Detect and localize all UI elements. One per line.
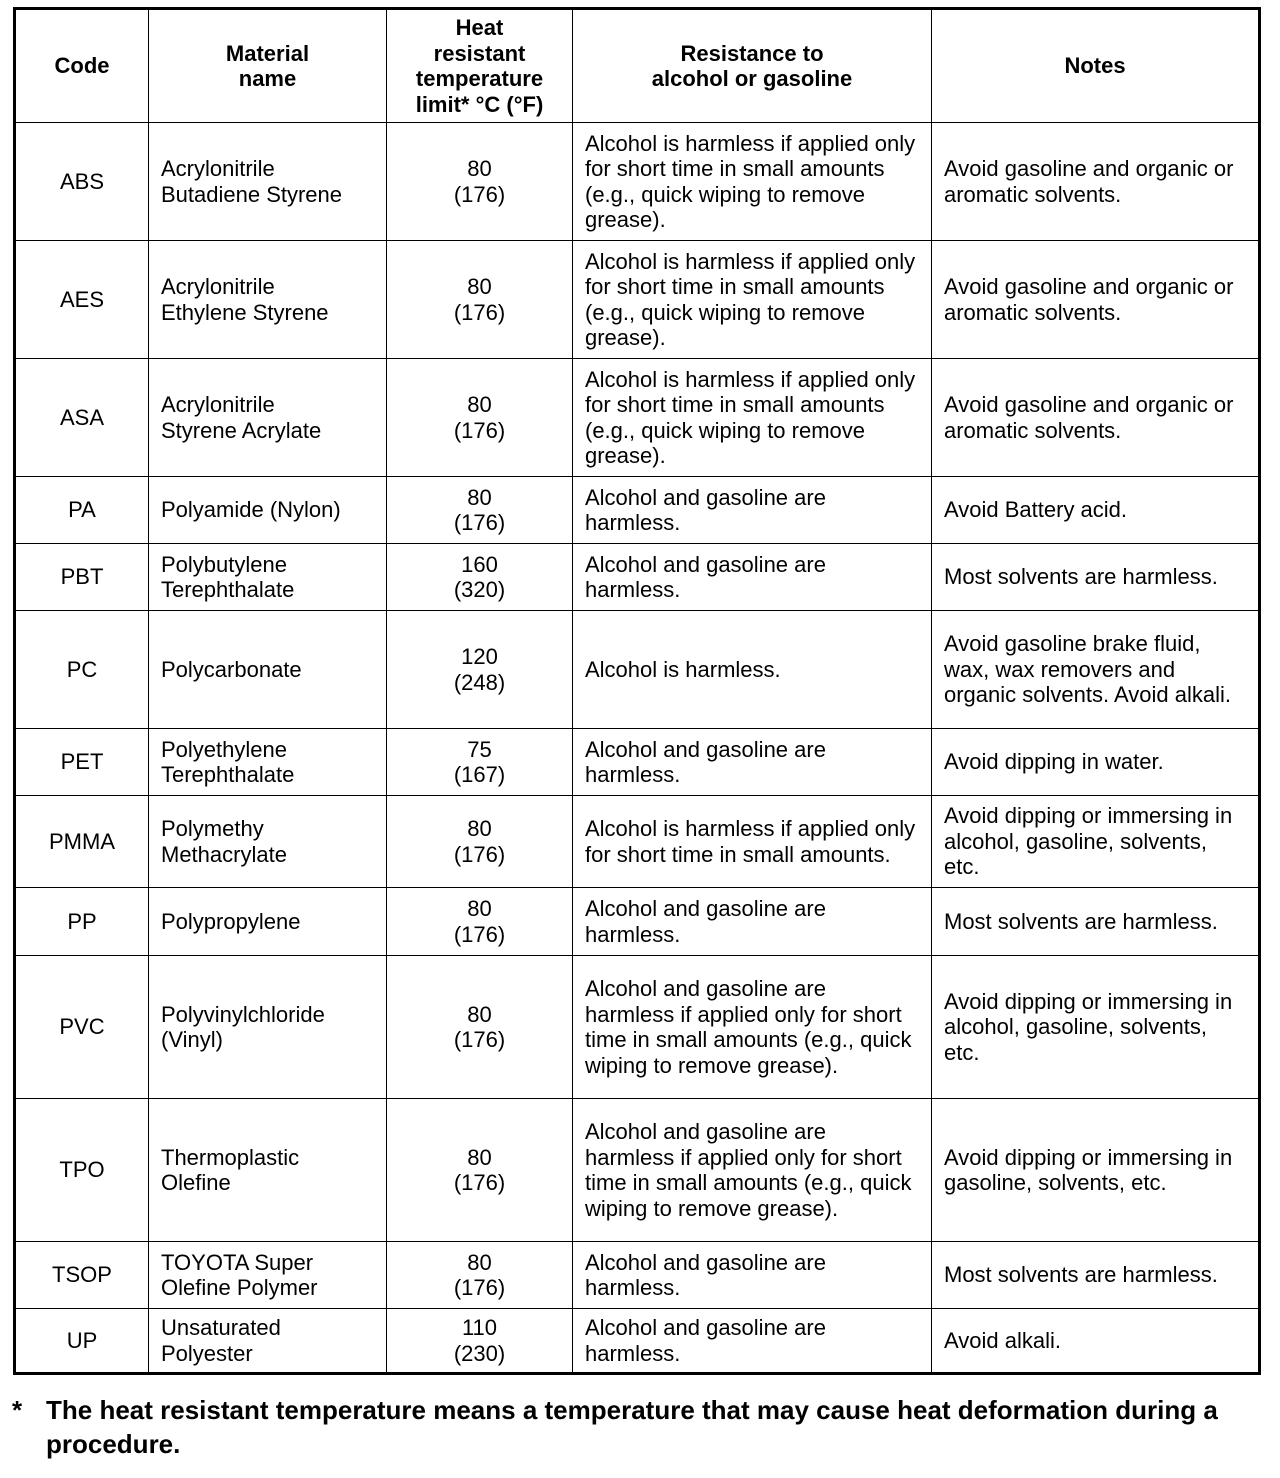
material-name-cell: Polyvinylchloride (Vinyl) [149, 956, 387, 1099]
temperature-cell: 80 (176) [387, 956, 573, 1099]
table-row [15, 956, 1260, 1099]
temperature-cell: 80 (176) [387, 888, 573, 956]
header-resistance: Resistance to alcohol or gasoline [573, 9, 932, 123]
notes-cell: Avoid alkali. [932, 1309, 1260, 1374]
notes-cell: Avoid dipping in water. [932, 729, 1260, 796]
code-cell: PBT [15, 544, 149, 611]
temperature-cell: 80 (176) [387, 477, 573, 544]
temperature-cell: 80 (176) [387, 359, 573, 477]
footnote [12, 1393, 1268, 1461]
notes-cell: Avoid gasoline and organic or aromatic solvents. [932, 241, 1260, 359]
material-name-cell: Thermoplastic Olefine [149, 1099, 387, 1242]
table-row [15, 1309, 1260, 1374]
temperature-cell: 80 (176) [387, 796, 573, 888]
temperature-cell: 80 (176) [387, 1242, 573, 1309]
material-name-cell: Acrylonitrile Styrene Acrylate [149, 359, 387, 477]
resistance-cell: Alcohol is harmless if applied only for short time in small amounts (e.g., quick wiping to remove grease). [573, 123, 932, 241]
resistance-cell: Alcohol is harmless. [573, 611, 932, 729]
material-name-cell: TOYOTA Super Olefine Polymer [149, 1242, 387, 1309]
code-cell: PC [15, 611, 149, 729]
material-name-cell: Polyamide (Nylon) [149, 477, 387, 544]
material-name-cell: Polyethylene Terephthalate [149, 729, 387, 796]
table-row [15, 611, 1260, 729]
notes-cell: Avoid gasoline and organic or aromatic solvents. [932, 123, 1260, 241]
material-name-cell: Polybutylene Terephthalate [149, 544, 387, 611]
notes-cell: Avoid dipping or immersing in alcohol, gasoline, solvents, etc. [932, 956, 1260, 1099]
material-name-cell: Unsaturated Polyester [149, 1309, 387, 1374]
code-cell: AES [15, 241, 149, 359]
material-name-cell: Polymethy Methacrylate [149, 796, 387, 888]
code-cell: UP [15, 1309, 149, 1374]
resistance-cell: Alcohol and gasoline are harmless. [573, 1309, 932, 1374]
code-cell: PA [15, 477, 149, 544]
notes-cell: Avoid dipping or immersing in alcohol, gasoline, solvents, etc. [932, 796, 1260, 888]
temperature-cell: 120 (248) [387, 611, 573, 729]
material-name-cell: Acrylonitrile Butadiene Styrene [149, 123, 387, 241]
footnote-marker: * [12, 1395, 23, 1425]
notes-cell: Avoid Battery acid. [932, 477, 1260, 544]
temperature-cell: 110 (230) [387, 1309, 573, 1374]
resistance-cell: Alcohol and gasoline are harmless if applied only for short time in small amounts (e.g., quick wiping to remove grease). [573, 1099, 932, 1242]
table-row [15, 796, 1260, 888]
code-cell: ABS [15, 123, 149, 241]
resistance-cell: Alcohol and gasoline are harmless. [573, 544, 932, 611]
temperature-cell: 160 (320) [387, 544, 573, 611]
resistance-cell: Alcohol is harmless if applied only for short time in small amounts (e.g., quick wiping to remove grease). [573, 241, 932, 359]
table-row [15, 477, 1260, 544]
material-name-cell: Polycarbonate [149, 611, 387, 729]
resistance-cell: Alcohol and gasoline are harmless. [573, 888, 932, 956]
temperature-cell: 75 (167) [387, 729, 573, 796]
materials-table [13, 7, 1261, 1375]
notes-cell: Avoid gasoline brake fluid, wax, wax removers and organic solvents. Avoid alkali. [932, 611, 1260, 729]
table-row [15, 729, 1260, 796]
notes-cell: Most solvents are harmless. [932, 888, 1260, 956]
code-cell: PVC [15, 956, 149, 1099]
table-row [15, 888, 1260, 956]
table-row [15, 359, 1260, 477]
temperature-cell: 80 (176) [387, 241, 573, 359]
resistance-cell: Alcohol and gasoline are harmless. [573, 1242, 932, 1309]
material-name-cell: Polypropylene [149, 888, 387, 956]
resistance-cell: Alcohol and gasoline are harmless. [573, 477, 932, 544]
notes-cell: Most solvents are harmless. [932, 544, 1260, 611]
material-name-cell: Acrylonitrile Ethylene Styrene [149, 241, 387, 359]
header-notes: Notes [932, 9, 1260, 123]
header-heat-temperature: Heat resistant temperature limit* °C (°F) [387, 9, 573, 123]
code-cell: ASA [15, 359, 149, 477]
code-cell: PET [15, 729, 149, 796]
header-code: Code [15, 9, 149, 123]
header-material-name: Material name [149, 9, 387, 123]
table-row [15, 241, 1260, 359]
table-row [15, 123, 1260, 241]
notes-cell: Most solvents are harmless. [932, 1242, 1260, 1309]
temperature-cell: 80 (176) [387, 1099, 573, 1242]
notes-cell: Avoid gasoline and organic or aromatic solvents. [932, 359, 1260, 477]
temperature-cell: 80 (176) [387, 123, 573, 241]
code-cell: PMMA [15, 796, 149, 888]
footnote-text: The heat resistant temperature means a temperature that may cause heat deformation during a procedure. [46, 1395, 1218, 1459]
code-cell: TSOP [15, 1242, 149, 1309]
header-row [15, 9, 1260, 123]
table-row [15, 1242, 1260, 1309]
notes-cell: Avoid dipping or immersing in gasoline, solvents, etc. [932, 1099, 1260, 1242]
resistance-cell: Alcohol and gasoline are harmless if applied only for short time in small amounts (e.g., quick wiping to remove grease). [573, 956, 932, 1099]
resistance-cell: Alcohol is harmless if applied only for short time in small amounts. [573, 796, 932, 888]
table-row [15, 1099, 1260, 1242]
table-row [15, 544, 1260, 611]
resistance-cell: Alcohol is harmless if applied only for short time in small amounts (e.g., quick wiping to remove grease). [573, 359, 932, 477]
resistance-cell: Alcohol and gasoline are harmless. [573, 729, 932, 796]
code-cell: TPO [15, 1099, 149, 1242]
code-cell: PP [15, 888, 149, 956]
